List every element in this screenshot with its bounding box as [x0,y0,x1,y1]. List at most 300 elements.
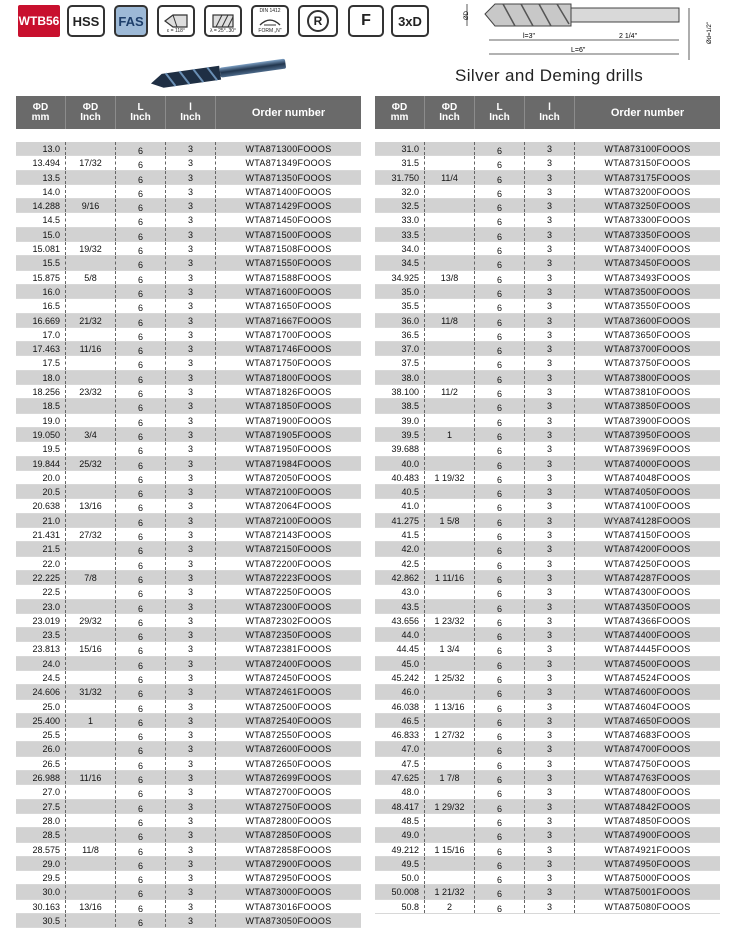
cell-order-number: WTA874287FOOOS [604,572,691,583]
table-row [16,828,361,842]
cell-order-number: WTA871588FOOOS [245,272,332,283]
cell-order-number: WTA874050FOOOS [604,487,691,498]
table-row [16,199,361,213]
cell-d-mm: 23.019 [16,614,66,627]
cell-total-length: 6 [475,285,525,298]
cell-d-mm: 38.0 [375,371,425,384]
cell-d-mm: 36.0 [375,314,425,327]
cell-total-length: 6 [116,299,166,312]
cell-flute-length: 3 [166,314,216,327]
cell-flute-length: 3 [525,900,575,913]
cell-d-mm: 38.100 [375,385,425,398]
cell-order-number: WTA874048FOOOS [604,472,691,483]
cell-flute-length: 3 [525,285,575,298]
cell-total-length: 6 [116,485,166,498]
cell-order-number: WTA874250FOOOS [604,558,691,569]
cell-total-length: 6 [475,442,525,455]
cell-flute-length: 3 [525,385,575,398]
cell-flute-length: 3 [166,628,216,641]
cell-d-inch [425,585,475,598]
cell-d-inch [425,600,475,613]
cell-d-inch: 1 [66,714,116,727]
cell-d-mm: 30.5 [16,914,66,927]
cell-d-inch: 1 25/32 [425,671,475,684]
cell-d-mm: 21.5 [16,542,66,555]
cell-d-inch: 9/16 [66,199,116,212]
cell-flute-length: 3 [166,342,216,355]
cell-flute-length: 3 [166,585,216,598]
cell-d-inch: 1 23/32 [425,614,475,627]
cell-total-length: 6 [116,614,166,627]
hss-badge: HSS [67,5,105,37]
table-row [375,600,720,614]
cell-flute-length: 3 [166,571,216,584]
cell-order-number: WTA871850FOOOS [245,401,332,412]
cell-d-mm: 15.081 [16,242,66,255]
cell-order-number: WTA874350FOOOS [604,601,691,612]
cell-total-length: 6 [116,399,166,412]
cell-order-number: WTA873810FOOOS [604,387,691,398]
cell-order-number: WTA872900FOOOS [245,858,332,869]
cell-d-inch [425,256,475,269]
cell-d-inch: 1 3/4 [425,642,475,655]
cell-total-length: 6 [475,142,525,155]
cell-order-number: WTA871550FOOOS [245,258,332,269]
cell-d-inch [66,557,116,570]
cell-d-mm: 20.5 [16,485,66,498]
cell-d-mm: 21.0 [16,514,66,527]
cell-total-length: 6 [475,314,525,327]
cell-total-length: 6 [116,828,166,841]
cell-total-length: 6 [116,328,166,341]
cell-d-mm: 32.5 [375,199,425,212]
cell-d-mm: 49.212 [375,843,425,856]
cell-d-mm: 42.0 [375,542,425,555]
cell-d-inch [66,299,116,312]
cell-d-inch [425,457,475,470]
cell-d-mm: 14.0 [16,185,66,198]
cell-total-length: 6 [116,213,166,226]
cell-d-inch [66,228,116,241]
cell-total-length: 6 [475,371,525,384]
cell-d-mm: 37.0 [375,342,425,355]
cell-total-length: 6 [116,585,166,598]
table-row [375,828,720,842]
cell-d-inch [66,885,116,898]
cell-d-mm: 48.5 [375,814,425,827]
cell-d-mm: 37.5 [375,356,425,369]
table-row [16,285,361,299]
cell-total-length: 6 [475,414,525,427]
cell-total-length: 6 [475,814,525,827]
cell-d-mm: 16.669 [16,314,66,327]
cell-flute-length: 3 [525,314,575,327]
table-row [16,242,361,256]
cell-d-mm: 43.656 [375,614,425,627]
table-row [16,428,361,442]
cell-total-length: 6 [116,514,166,527]
cell-d-mm: 41.275 [375,514,425,527]
cell-total-length: 6 [475,571,525,584]
cell-d-mm: 35.0 [375,285,425,298]
cell-d-inch [425,228,475,241]
cell-d-mm: 39.688 [375,442,425,455]
cell-d-inch: 21/32 [66,314,116,327]
cell-order-number: WTA871800FOOOS [245,372,332,383]
table-row [16,657,361,671]
table-row [375,700,720,714]
cell-d-inch: 31/32 [66,685,116,698]
cell-order-number: WTA873350FOOOS [604,229,691,240]
cell-d-inch [66,585,116,598]
cell-flute-length: 3 [525,828,575,841]
cell-d-inch [66,742,116,755]
table-row [16,914,361,928]
cell-total-length: 6 [116,499,166,512]
cell-total-length: 6 [116,242,166,255]
cell-d-inch [425,356,475,369]
cell-total-length: 6 [116,600,166,613]
cell-flute-length: 3 [166,885,216,898]
col-d-mm: ΦD mm [375,96,425,129]
cell-d-mm: 24.5 [16,671,66,684]
table-row [16,900,361,914]
cell-order-number: WTA874800FOOOS [604,787,691,798]
cell-d-mm: 45.0 [375,657,425,670]
table-row [16,442,361,456]
cell-d-mm: 15.0 [16,228,66,241]
cell-order-number: WTA874400FOOOS [604,630,691,641]
cell-total-length: 6 [475,871,525,884]
page-title: Silver and Deming drills [455,66,644,85]
cell-flute-length: 3 [525,757,575,770]
cell-d-mm: 19.5 [16,442,66,455]
table-row [16,256,361,270]
cell-d-mm: 22.225 [16,571,66,584]
cell-order-number: WTA873600FOOOS [604,315,691,326]
cell-d-mm: 13.0 [16,142,66,155]
cell-total-length: 6 [475,256,525,269]
cell-total-length: 6 [475,428,525,441]
table-row [16,885,361,899]
cell-flute-length: 3 [525,199,575,212]
cell-order-number: WTA874150FOOOS [604,530,691,541]
cell-d-inch [66,728,116,741]
cell-d-mm: 18.5 [16,399,66,412]
cell-flute-length: 3 [525,342,575,355]
cell-flute-length: 3 [525,457,575,470]
cell-d-mm: 34.0 [375,242,425,255]
cell-flute-length: 3 [525,399,575,412]
cell-order-number: WTA873900FOOOS [604,415,691,426]
cell-order-number: WTA871750FOOOS [245,358,332,369]
cell-order-number: WTA872650FOOOS [245,758,332,769]
cell-d-mm: 43.5 [375,600,425,613]
cell-total-length: 6 [116,685,166,698]
table-row [16,471,361,485]
cell-d-mm: 38.5 [375,399,425,412]
cell-order-number: WTA872200FOOOS [245,558,332,569]
cell-order-number: WTA872450FOOOS [245,672,332,683]
table-row [16,843,361,857]
cell-d-mm: 43.0 [375,585,425,598]
cell-flute-length: 3 [166,871,216,884]
cell-d-inch [425,399,475,412]
cell-d-mm: 21.431 [16,528,66,541]
cell-total-length: 6 [475,728,525,741]
cell-total-length: 6 [475,242,525,255]
cell-d-mm: 28.5 [16,828,66,841]
cell-total-length: 6 [116,185,166,198]
cell-d-inch [425,442,475,455]
cell-order-number: WTA871349FOOOS [245,158,332,169]
table-row [375,900,720,914]
cell-d-inch: 17/32 [66,156,116,169]
table-row [375,557,720,571]
cell-order-number: WTA871905FOOOS [245,429,332,440]
cell-d-mm: 41.0 [375,499,425,512]
cell-total-length: 6 [116,642,166,655]
cell-flute-length: 3 [166,657,216,670]
cell-d-inch [425,185,475,198]
cell-flute-length: 3 [525,700,575,713]
cell-d-mm: 23.813 [16,642,66,655]
cell-order-number: WTA871600FOOOS [245,286,332,297]
cell-d-inch [66,600,116,613]
right-hand-rotation-icon: R [307,10,329,32]
brand-badge: WTB56 [18,5,60,37]
cell-total-length: 6 [475,457,525,470]
table-row [375,399,720,413]
cell-flute-length: 3 [525,785,575,798]
cell-total-length: 6 [116,342,166,355]
cell-order-number: WTA873800FOOOS [604,372,691,383]
cell-order-number: WTA873100FOOOS [604,144,691,154]
cell-d-mm: 19.844 [16,457,66,470]
table-header [375,96,720,129]
table-row [16,614,361,628]
cell-total-length: 6 [116,843,166,856]
cell-total-length: 6 [116,628,166,641]
cell-flute-length: 3 [166,700,216,713]
cell-total-length: 6 [475,742,525,755]
table-row [375,571,720,585]
cell-order-number: WTA872461FOOOS [245,687,332,698]
table-row [16,228,361,242]
table-row [16,542,361,556]
cell-total-length: 6 [116,571,166,584]
cell-d-inch [66,442,116,455]
cell-total-length: 6 [475,671,525,684]
cell-d-mm: 50.8 [375,900,425,913]
cell-flute-length: 3 [166,514,216,527]
cell-d-mm: 20.0 [16,471,66,484]
cell-flute-length: 3 [166,600,216,613]
cell-total-length: 6 [475,557,525,570]
cell-total-length: 6 [116,657,166,670]
cell-flute-length: 3 [166,371,216,384]
table-row [375,800,720,814]
cell-total-length: 6 [475,385,525,398]
cell-d-inch [66,542,116,555]
cell-total-length: 6 [475,714,525,727]
cell-order-number: WTA874500FOOOS [604,658,691,669]
table-row [16,671,361,685]
cell-order-number: WTA873850FOOOS [604,401,691,412]
table-row [375,714,720,728]
cell-total-length: 6 [475,514,525,527]
cell-flute-length: 3 [166,814,216,827]
cell-total-length: 6 [475,213,525,226]
cell-d-inch: 27/32 [66,528,116,541]
col-d-mm: ΦD mm [16,96,66,129]
table-row [375,499,720,513]
table-row [16,142,361,156]
cell-d-inch [66,328,116,341]
cell-order-number: WTA872699FOOOS [245,773,332,784]
cell-flute-length: 3 [166,757,216,770]
cell-d-inch [425,285,475,298]
cell-d-inch: 13/16 [66,499,116,512]
cell-flute-length: 3 [525,256,575,269]
cell-flute-length: 3 [166,499,216,512]
rotation-badge [298,5,338,37]
table-row [16,685,361,699]
cell-total-length: 6 [475,299,525,312]
cell-flute-length: 3 [166,685,216,698]
cell-d-mm: 49.5 [375,857,425,870]
table-row [16,514,361,528]
table-row [375,585,720,599]
svg-text:ØD: ØD [464,11,470,20]
cell-order-number: WTA871429FOOOS [245,201,332,212]
table-row [375,256,720,270]
cell-d-inch [66,871,116,884]
cell-flute-length: 3 [525,642,575,655]
table-row [375,871,720,885]
cell-flute-length: 3 [166,542,216,555]
cell-order-number: WTA873050FOOOS [245,916,332,927]
table-row [375,457,720,471]
cell-order-number: WTA872143FOOOS [245,530,332,541]
table-row [16,600,361,614]
cell-order-number: WTA871350FOOOS [245,172,332,183]
cell-order-number: WTA873650FOOOS [604,329,691,340]
cell-order-number: WTA873550FOOOS [604,301,691,312]
cell-d-inch [66,171,116,184]
table-row [375,642,720,656]
cell-order-number: WTA871667FOOOS [245,315,332,326]
cell-total-length: 6 [475,399,525,412]
cell-d-mm: 22.5 [16,585,66,598]
cell-total-length: 6 [116,900,166,913]
cell-order-number: WTA871650FOOOS [245,301,332,312]
cell-order-number: WTA872550FOOOS [245,730,332,741]
table-row [16,628,361,642]
cell-d-mm: 15.5 [16,256,66,269]
cell-d-inch [425,628,475,641]
cell-order-number: WTA874524FOOOS [604,672,691,683]
col-total-length: L Inch [116,96,166,129]
cell-d-mm: 46.5 [375,714,425,727]
table-row [375,785,720,799]
cell-d-mm: 13.5 [16,171,66,184]
cell-d-mm: 27.5 [16,800,66,813]
table-row [375,228,720,242]
cell-d-inch: 1 15/16 [425,843,475,856]
table-row [16,800,361,814]
cell-d-inch: 13/8 [425,271,475,284]
cell-d-inch: 1 13/16 [425,700,475,713]
cell-d-inch: 11/8 [425,314,475,327]
cell-order-number: WTA874100FOOOS [604,501,691,512]
cell-d-mm: 24.606 [16,685,66,698]
cell-d-mm: 40.5 [375,485,425,498]
cell-d-inch [425,499,475,512]
cell-total-length: 6 [116,156,166,169]
table-row [375,185,720,199]
cell-d-mm: 45.242 [375,671,425,684]
cell-d-mm: 39.0 [375,414,425,427]
svg-text:2 1/4": 2 1/4" [619,33,638,40]
cell-total-length: 6 [116,142,166,155]
cell-flute-length: 3 [525,600,575,613]
cell-d-inch [425,199,475,212]
length-3xd-badge: 3xD [391,5,429,37]
cell-d-mm: 18.0 [16,371,66,384]
cell-total-length: 6 [475,499,525,512]
cell-d-inch [425,242,475,255]
cell-flute-length: 3 [166,485,216,498]
cell-order-number: WTA873700FOOOS [604,344,691,355]
cell-d-mm: 47.5 [375,757,425,770]
cell-d-inch [425,757,475,770]
cell-order-number: WTA873150FOOOS [604,158,691,169]
cell-total-length: 6 [116,785,166,798]
cell-d-mm: 44.0 [375,628,425,641]
cell-d-mm: 29.5 [16,871,66,884]
table-row [375,485,720,499]
table-body [375,142,720,914]
cell-total-length: 6 [475,271,525,284]
cell-d-inch [66,514,116,527]
cell-flute-length: 3 [166,285,216,298]
cell-d-inch: 1 [425,428,475,441]
cell-order-number: WTA871746FOOOS [245,344,332,355]
cell-order-number: WTA872050FOOOS [245,472,332,483]
cell-order-number: WTA874683FOOOS [604,730,691,741]
table-row [375,685,720,699]
col-d-inch: ΦD Inch [425,96,475,129]
cell-d-mm: 26.5 [16,757,66,770]
cell-total-length: 6 [116,414,166,427]
table-row [375,285,720,299]
cell-order-number: WTA874200FOOOS [604,544,691,555]
table-row [375,142,720,156]
cell-total-length: 6 [116,885,166,898]
cell-d-mm: 46.0 [375,685,425,698]
cell-flute-length: 3 [525,585,575,598]
table-row [375,742,720,756]
table-row [16,557,361,571]
cell-total-length: 6 [475,843,525,856]
cell-flute-length: 3 [166,142,216,155]
cell-flute-length: 3 [166,299,216,312]
cell-d-mm: 27.0 [16,785,66,798]
cell-total-length: 6 [116,256,166,269]
cell-flute-length: 3 [525,213,575,226]
cell-d-inch: 11/16 [66,771,116,784]
